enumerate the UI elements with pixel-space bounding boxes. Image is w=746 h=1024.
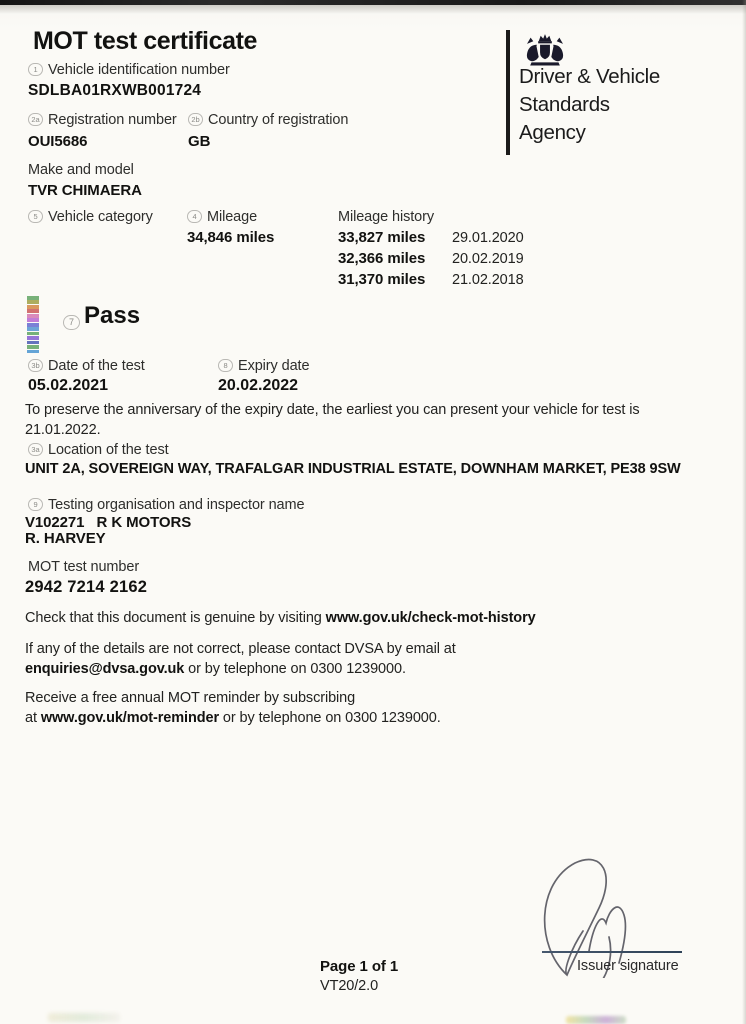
mileage-history-label: Mileage history <box>338 209 435 225</box>
field-marker: 2a <box>28 113 43 126</box>
form-version: VT20/2.0 <box>320 978 379 994</box>
security-strip-row <box>27 296 39 300</box>
agency-name-line: Standards <box>519 93 610 116</box>
genuine-check-line: Check that this document is genuine by visiting www.gov.uk/check-mot-history <box>25 610 536 626</box>
field-marker: 1 <box>28 63 43 76</box>
expiry-date-value: 20.02.2022 <box>218 377 299 394</box>
reminder-line1: Receive a free annual MOT reminder by subscribing <box>25 690 356 706</box>
contact-line1: If any of the details are not correct, please contact DVSA by email at <box>25 641 456 657</box>
agency-name-line: Driver & Vehicle <box>519 65 661 88</box>
registration-label: 2a Registration number <box>28 112 177 128</box>
mileage-history-miles: 32,366 miles <box>338 250 426 267</box>
security-strip-row <box>27 323 39 327</box>
anniversary-note-line2: 21.01.2022. <box>25 422 101 438</box>
mileage-history-date: 20.02.2019 <box>452 251 524 267</box>
security-strip-row <box>27 341 39 345</box>
security-strip-row <box>27 309 39 313</box>
mileage-history-miles: 33,827 miles <box>338 229 426 246</box>
test-date-value: 05.02.2021 <box>28 377 109 394</box>
dvsa-logo <box>506 27 706 167</box>
agency-name <box>519 63 660 147</box>
field-marker: 3a <box>28 443 43 456</box>
location-value: UNIT 2A, SOVEREIGN WAY, TRAFALGAR INDUSTRIAL ESTATE, DOWNHAM MARKET, PE38 9SW <box>25 461 681 477</box>
mileage-history-date: 21.02.2018 <box>452 272 524 288</box>
mot-number-label: MOT test number <box>28 559 140 575</box>
make-model-value: TVR CHIMAERA <box>28 182 142 199</box>
vehicle-category-label: 5 Vehicle category <box>28 209 153 225</box>
expiry-date-label: 8 Expiry date <box>218 358 309 374</box>
field-marker: 3b <box>28 359 43 372</box>
page-number: Page 1 of 1 <box>320 958 399 975</box>
issuer-signature-label: Issuer signature <box>577 958 679 974</box>
security-strip-row <box>27 314 39 318</box>
check-mot-history-url: www.gov.uk/check-mot-history <box>325 610 536 626</box>
vin-value: SDLBA01RXWB001724 <box>28 82 202 99</box>
field-marker: 8 <box>218 359 233 372</box>
testing-org-line1: V102271 R K MOTORS <box>25 514 192 531</box>
field-marker: 4 <box>187 210 202 223</box>
security-strip-row <box>27 350 39 354</box>
security-strip-row <box>27 318 39 322</box>
mileage-label: 4 Mileage <box>187 209 257 225</box>
security-microtext-strip-icon <box>27 296 39 354</box>
security-strip-row <box>27 305 39 309</box>
logo-divider-bar <box>506 30 510 155</box>
mileage-value: 34,846 miles <box>187 229 275 246</box>
inspector-name: R. HARVEY <box>25 530 106 547</box>
vin-label: 1 Vehicle identification number <box>28 62 230 78</box>
page-title: MOT test certificate <box>33 27 258 55</box>
scan-smudge-artifact <box>48 1013 120 1022</box>
signature-line <box>542 951 682 953</box>
agency-name-line: Agency <box>519 121 586 144</box>
mileage-history-miles: 31,370 miles <box>338 271 426 288</box>
security-strip-row <box>27 327 39 331</box>
field-marker: 2b <box>188 113 203 126</box>
reminder-line2: at www.gov.uk/mot-reminder or by telephone on 0300 1239000. <box>25 710 441 726</box>
test-result: Pass <box>84 302 141 329</box>
country-label: 2b Country of registration <box>188 112 348 128</box>
testing-org-label: 9 Testing organisation and inspector name <box>28 497 304 513</box>
security-strip-row <box>27 300 39 304</box>
security-strip-row <box>27 345 39 349</box>
dvsa-email: enquiries@dvsa.gov.uk <box>25 661 185 677</box>
make-model-label: Make and model <box>28 162 134 178</box>
anniversary-note-line1: To preserve the anniversary of the expiry date, the earliest you can present your vehicle for test is <box>25 402 640 418</box>
security-strip-row <box>27 332 39 336</box>
scan-edge-right <box>742 0 746 1024</box>
registration-value: OUI5686 <box>28 133 88 150</box>
location-label: 3a Location of the test <box>28 442 169 458</box>
country-value: GB <box>188 133 211 150</box>
field-marker: 5 <box>28 210 43 223</box>
field-marker: 9 <box>28 498 43 511</box>
scan-smudge-artifact <box>566 1016 626 1024</box>
mileage-history-date: 29.01.2020 <box>452 230 524 246</box>
test-date-label: 3b Date of the test <box>28 358 145 374</box>
scan-edge-shade <box>0 5 746 14</box>
contact-line2: enquiries@dvsa.gov.uk or by telephone on 0300 1239000. <box>25 661 406 677</box>
security-strip-row <box>27 336 39 340</box>
mot-reminder-url: www.gov.uk/mot-reminder <box>40 710 219 726</box>
field-marker: 7 <box>63 315 80 330</box>
mot-number-value: 2942 7214 2162 <box>25 578 148 596</box>
